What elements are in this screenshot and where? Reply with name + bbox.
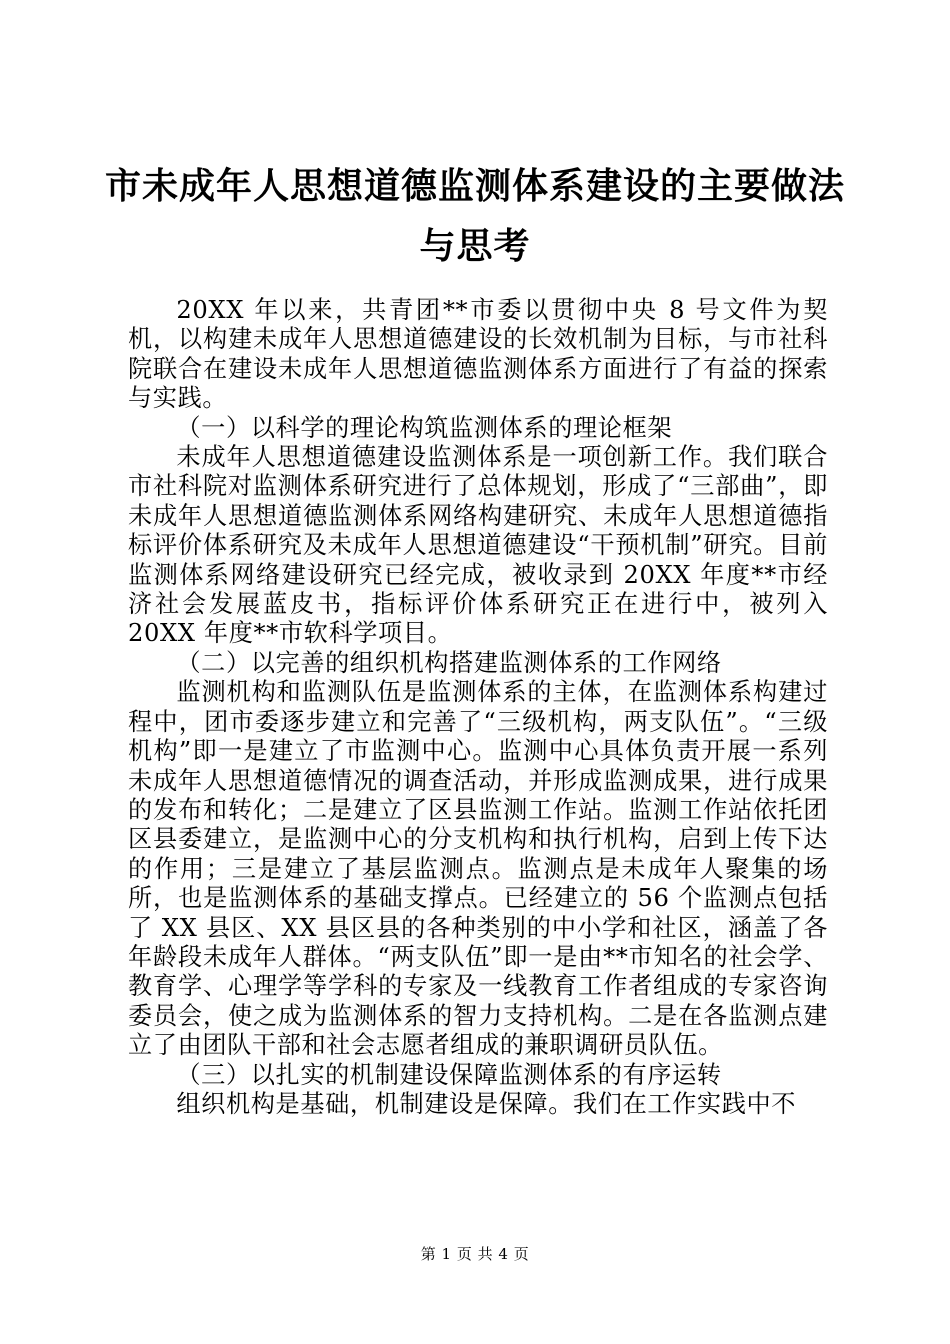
body-paragraph-section-2: 监测机构和监测队伍是监测体系的主体，在监测体系构建过程中，团市委逐步建立和完善了“三级机构，两支队伍”。“三级机构”即一是建立了市监测中心。监测中心具体负责开展一系列未成年人思想道德情况的调查活动，并形成监测成果，进行成果的发布和转化；二是建立了区县监测工作站。监测工作站依托团区县委建立，是监测中心的分支机构和执行机构，启到上传下达的作用；三是建立了基层监测点。监测点是未成年人聚集的场所，也是监测体系的基础支撑点。已经建立的 56 个监测点包括了 XX 县区、XX 县区县的各种类别的中小学和社区，涵盖了各年龄段未成年人群体。“两支队伍”即一是由**市知名的社会学、教育学、心理学等学科的专家及一线教育工作者组成的专家咨询委员会，使之成为监测体系的智力支持机构。二是在各监测点建立了由团队干部和社会志愿者组成的兼职调研员队伍。 [128, 678, 828, 1060]
document-title-line-2: 与思考 [419, 225, 531, 267]
body-paragraph-intro: 20XX 年以来，共青团**市委以贯彻中央 8 号文件为契机，以构建未成年人思想道德建设的长效机制为目标，与市社科院联合在建设未成年人思想道德监测体系方面进行了有益的探索与实践。 [128, 296, 828, 413]
document-title-line-1: 市未成年人思想道德监测体系建设的主要做法 [104, 165, 845, 207]
page-number-footer: 第 1 页 共 4 页 [420, 1245, 530, 1263]
section-heading-1: （一）以科学的理论构筑监测体系的理论框架 [176, 413, 673, 442]
body-paragraph-section-3: 组织机构是基础，机制建设是保障。我们在工作实践中不 [176, 1089, 797, 1118]
body-paragraph-section-1: 未成年人思想道德建设监测体系是一项创新工作。我们联合市社科院对监测体系研究进行了总体规划，形成了“三部曲”，即未成年人思想道德监测体系网络构建研究、未成年人思想道德指标评价体系研究及未成年人思想道德建设“干预机制”研究。目前监测体系网络建设研究已经完成，被收录到 20XX 年度**市经济社会发展蓝皮书，指标评价体系研究正在进行中，被列入 20XX 年度**市软科学项目。 [128, 443, 828, 648]
section-heading-2: （二）以完善的组织机构搭建监测体系的工作网络 [176, 648, 722, 677]
document-body [128, 296, 828, 1119]
section-heading-3: （三）以扎实的机制建设保障监测体系的有序运转 [176, 1060, 722, 1089]
